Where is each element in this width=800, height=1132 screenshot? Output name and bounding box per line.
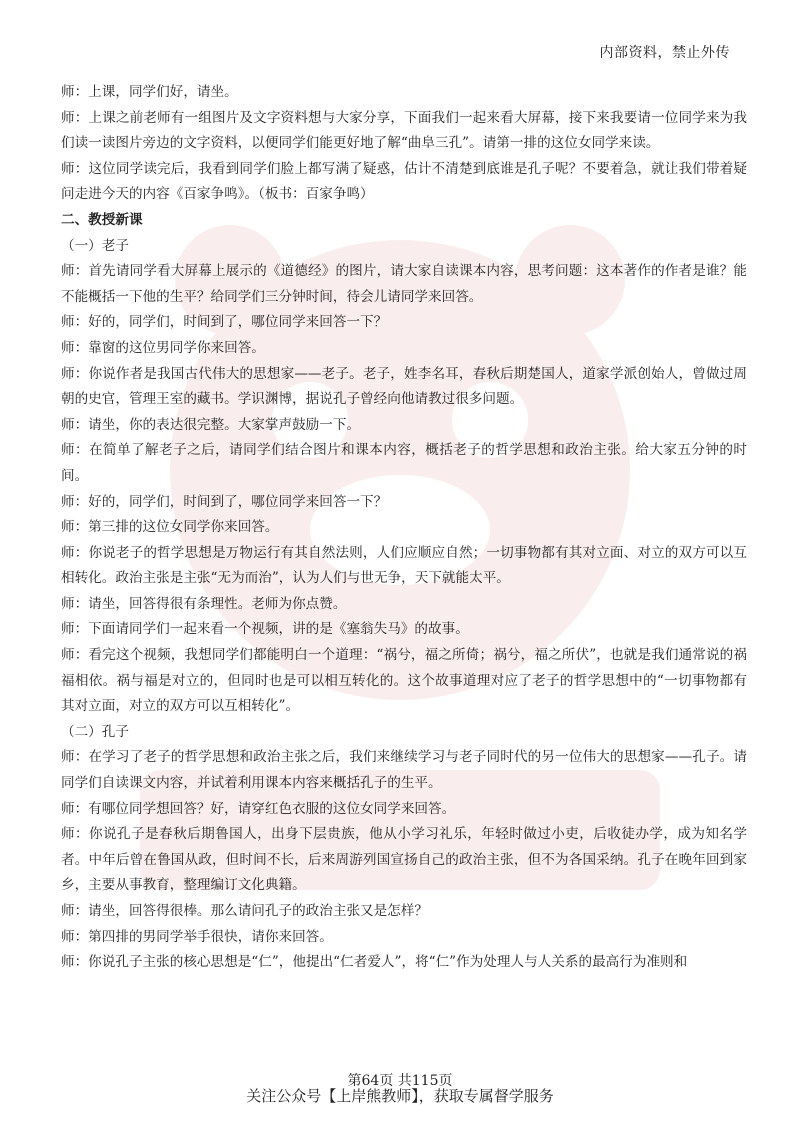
dialogue-paragraph: 师：请坐，回答得很棒。那么请问孔子的政治主张又是怎样？ [61, 903, 429, 919]
page-number: 第64页 共115页 [347, 1073, 453, 1089]
dialogue-paragraph: 师：好的，同学们，时间到了，哪位同学来回答一下？ [61, 314, 388, 331]
footer-promo: 关注公众号【上岸熊教师】，获取专属督学服务 [246, 1087, 554, 1105]
dialogue-paragraph: 师：第四排的男同学举手很快，请你来回答。 [61, 928, 333, 945]
document-body [61, 80, 747, 976]
dialogue-paragraph: 师：下面请同学们一起来看一个视频，讲的是《塞翁失马》的故事。 [61, 621, 469, 638]
dialogue-paragraph: 师：请坐，你的表达很完整。大家掌声鼓励一下。 [61, 416, 361, 433]
dialogue-paragraph: 师：在学习了老子的哲学思想和政治主张之后，我们来继续学习与老子同时代的另一位伟大的思想家——孔子。请同学们自读课文内容，并试着利用课本内容来概括孔子的生平。 [61, 749, 747, 792]
dialogue-paragraph: 师：在简单了解老子之后，请同学们结合图片和课本内容，概括老子的哲学思想和政治主张。给大家五分钟的时间。 [61, 442, 747, 484]
dialogue-paragraph: 师：请坐，回答得很有条理性。老师为你点赞。 [61, 595, 347, 612]
dialogue-paragraph: 师：上课，同学们好，请坐。 [61, 84, 238, 100]
dialogue-paragraph: 师：看完这个视频，我想同学们都能明白一个道理：“祸兮，福之所倚；祸兮，福之所伏”，也就是我们通常说的祸福相依。祸与福是对立的，但同时也是可以相互转化的。这个故事道理对应了老子的哲学思想中的“一切事物都有其对立面，对立的双方可以互相转化”。 [61, 647, 747, 715]
dialogue-paragraph: 师：有哪位同学想回答？好，请穿红色衣服的这位女同学来回答。 [61, 800, 456, 817]
subsection-heading: （一）老子 [61, 237, 129, 254]
dialogue-paragraph: 师：你说老子的哲学思想是万物运行有其自然法则，人们应顺应自然；一切事物都有其对立面、对立的双方可以互相转化。政治主张是主张“无为而治”，认为人们与世无争，天下就能太平。 [61, 544, 747, 587]
confidential-note: 内部资料，禁止外传 [599, 45, 730, 61]
subsection-heading: （二）孔子 [61, 723, 129, 740]
dialogue-paragraph: 师：首先请同学看大屏幕上展示的《道德经》的图片，请大家自读课本内容，思考问题：这本著作的作者是谁？能不能概括一下他的生平？给同学们三分钟时间，待会儿请同学来回答。 [61, 263, 747, 305]
dialogue-paragraph: 师：第三排的这位女同学你来回答。 [61, 519, 279, 536]
section-heading: 二、教授新课 [61, 211, 143, 228]
dialogue-paragraph: 师：你说孔子主张的核心思想是“仁”，他提出“仁者爱人”，将“仁”作为处理人与人关系的最高行为准则和 [61, 954, 688, 971]
dialogue-paragraph: 师：好的，同学们，时间到了，哪位同学来回答一下？ [61, 493, 388, 510]
dialogue-paragraph: 师：靠窗的这位男同学你来回答。 [61, 339, 265, 356]
dialogue-paragraph: 师：这位同学读完后，我看到同学们脸上都写满了疑惑，估计不清楚到底谁是孔子呢？不要着急，就让我们带着疑问走进今天的内容《百家争鸣》。（板书：百家争鸣） [61, 160, 747, 203]
dialogue-paragraph: 师：你说孔子是春秋后期鲁国人，出身下层贵族，他从小学习礼乐，年轻时做过小吏，后收徒办学，成为知名学者。中年后曾在鲁国从政，但时间不长，后来周游列国宣扬自己的政治主张，但不为各国采纳。孔子在晚年回到家乡，主要从事教育，整理编订文化典籍。 [61, 826, 747, 894]
dialogue-paragraph: 师：你说作者是我国古代伟大的思想家——老子。老子，姓李名耳，春秋后期楚国人，道家学派创始人，曾做过周朝的史官，管理王室的藏书。学识渊博，据说孔子曾经向他请教过很多问题。 [61, 365, 747, 408]
dialogue-paragraph: 师：上课之前老师有一组图片及文字资料想与大家分享，下面我们一起来看大屏幕，接下来我要请一位同学来为我们读一读图片旁边的文字资料，以便同学们能更好地了解“曲阜三孔”。请第一排的这位女同学来读。 [61, 109, 747, 152]
